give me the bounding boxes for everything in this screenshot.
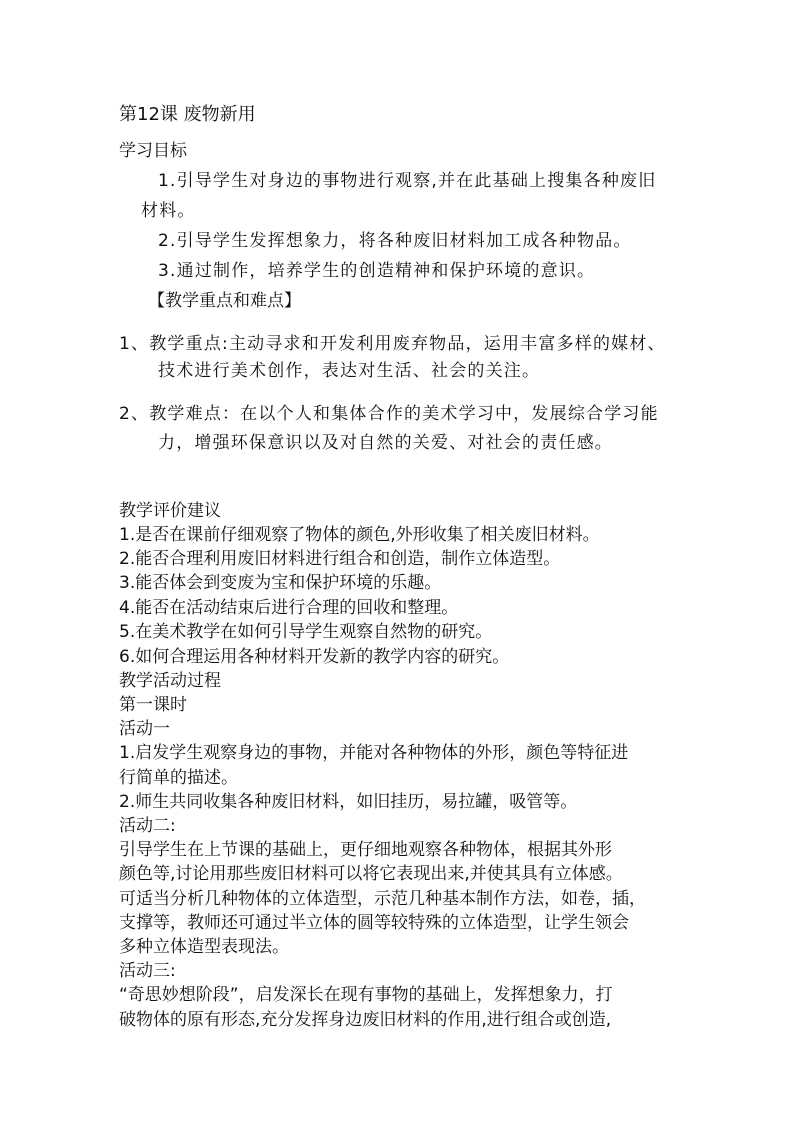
activity-2-line: 颜色等,讨论用那些废旧材料可以将它表现出来,并使其具有立体感。 [119,864,623,884]
lesson-title: 第12课 废物新用 [119,104,256,125]
objective-1-line-1: 1.引导学生对身边的事物进行观察,并在此基础上搜集各种废旧 [158,171,657,191]
activity-2-line: 支撑等，教师还可通过半立体的圆等较特殊的立体造型，让学生领会 [119,913,629,933]
key-point-1-line-2: 技术进行美术创作，表达对生活、社会的关注。 [158,361,541,381]
key-point-1-line-1: 1、教学重点:主动寻求和开发利用废弃物品，运用丰富多样的媒材、 [119,334,666,354]
objective-2: 2.引导学生发挥想象力，将各种废旧材料加工成各种物品。 [158,231,632,251]
activity-3-line: 破物体的原有形态,充分发挥身边废旧材料的作用,进行组合或创造, [119,1010,612,1030]
evaluation-heading: 教学评价建议 [119,501,221,521]
activity-2-heading: 活动二: [119,816,176,836]
process-heading: 教学活动过程 [119,671,221,691]
activity-2-line: 引导学生在上节课的基础上，更仔细地观察各种物体，根据其外形 [119,840,612,860]
activity-2-line: 多种立体造型表现法。 [119,937,289,957]
lesson-period: 第一课时 [119,695,187,715]
activity-2-line: 可适当分析几种物体的立体造型，示范几种基本制作方法，如卷，插， [119,889,646,909]
evaluation-item: 3.能否体会到变废为宝和保护环境的乐趣。 [119,573,442,593]
evaluation-item: 1.是否在课前仔细观察了物体的颜色,外形收集了相关废旧材料。 [119,525,600,545]
activity-1-line: 行简单的描述。 [119,768,238,788]
objective-1-line-2: 材料。 [141,201,196,221]
activity-3-heading: 活动三: [119,961,176,981]
activity-1-line: 2.师生共同收集各种废旧材料，如旧挂历，易拉罐，吸管等。 [119,792,578,812]
evaluation-item: 6.如何合理运用各种材料开发新的教学内容的研究。 [119,647,510,667]
evaluation-item: 4.能否在活动结束后进行合理的回收和整理。 [119,598,459,618]
activity-1-heading: 活动一 [119,719,170,739]
key-point-2-line-1: 2、教学难点：在以个人和集体合作的美术学习中，发展综合学习能 [119,404,659,424]
activity-3-line: “奇思妙想阶段”，启发深长在现有事物的基础上，发挥想象力，打 [119,985,613,1005]
key-point-2-line-2: 力，增强环保意识以及对自然的关爱、对社会的责任感。 [158,433,613,453]
objective-3: 3.通过制作，培养学生的创造精神和保护环境的意识。 [158,261,596,281]
key-points-heading: 【教学重点和难点】 [148,291,301,311]
objectives-heading: 学习目标 [119,141,187,161]
evaluation-item: 5.在美术教学在如何引导学生观察自然物的研究。 [119,622,493,642]
evaluation-item: 2.能否合理利用废旧材料进行组合和创造，制作立体造型。 [119,549,561,569]
activity-1-line: 1.启发学生观察身边的事物，并能对各种物体的外形，颜色等特征进 [119,743,629,763]
